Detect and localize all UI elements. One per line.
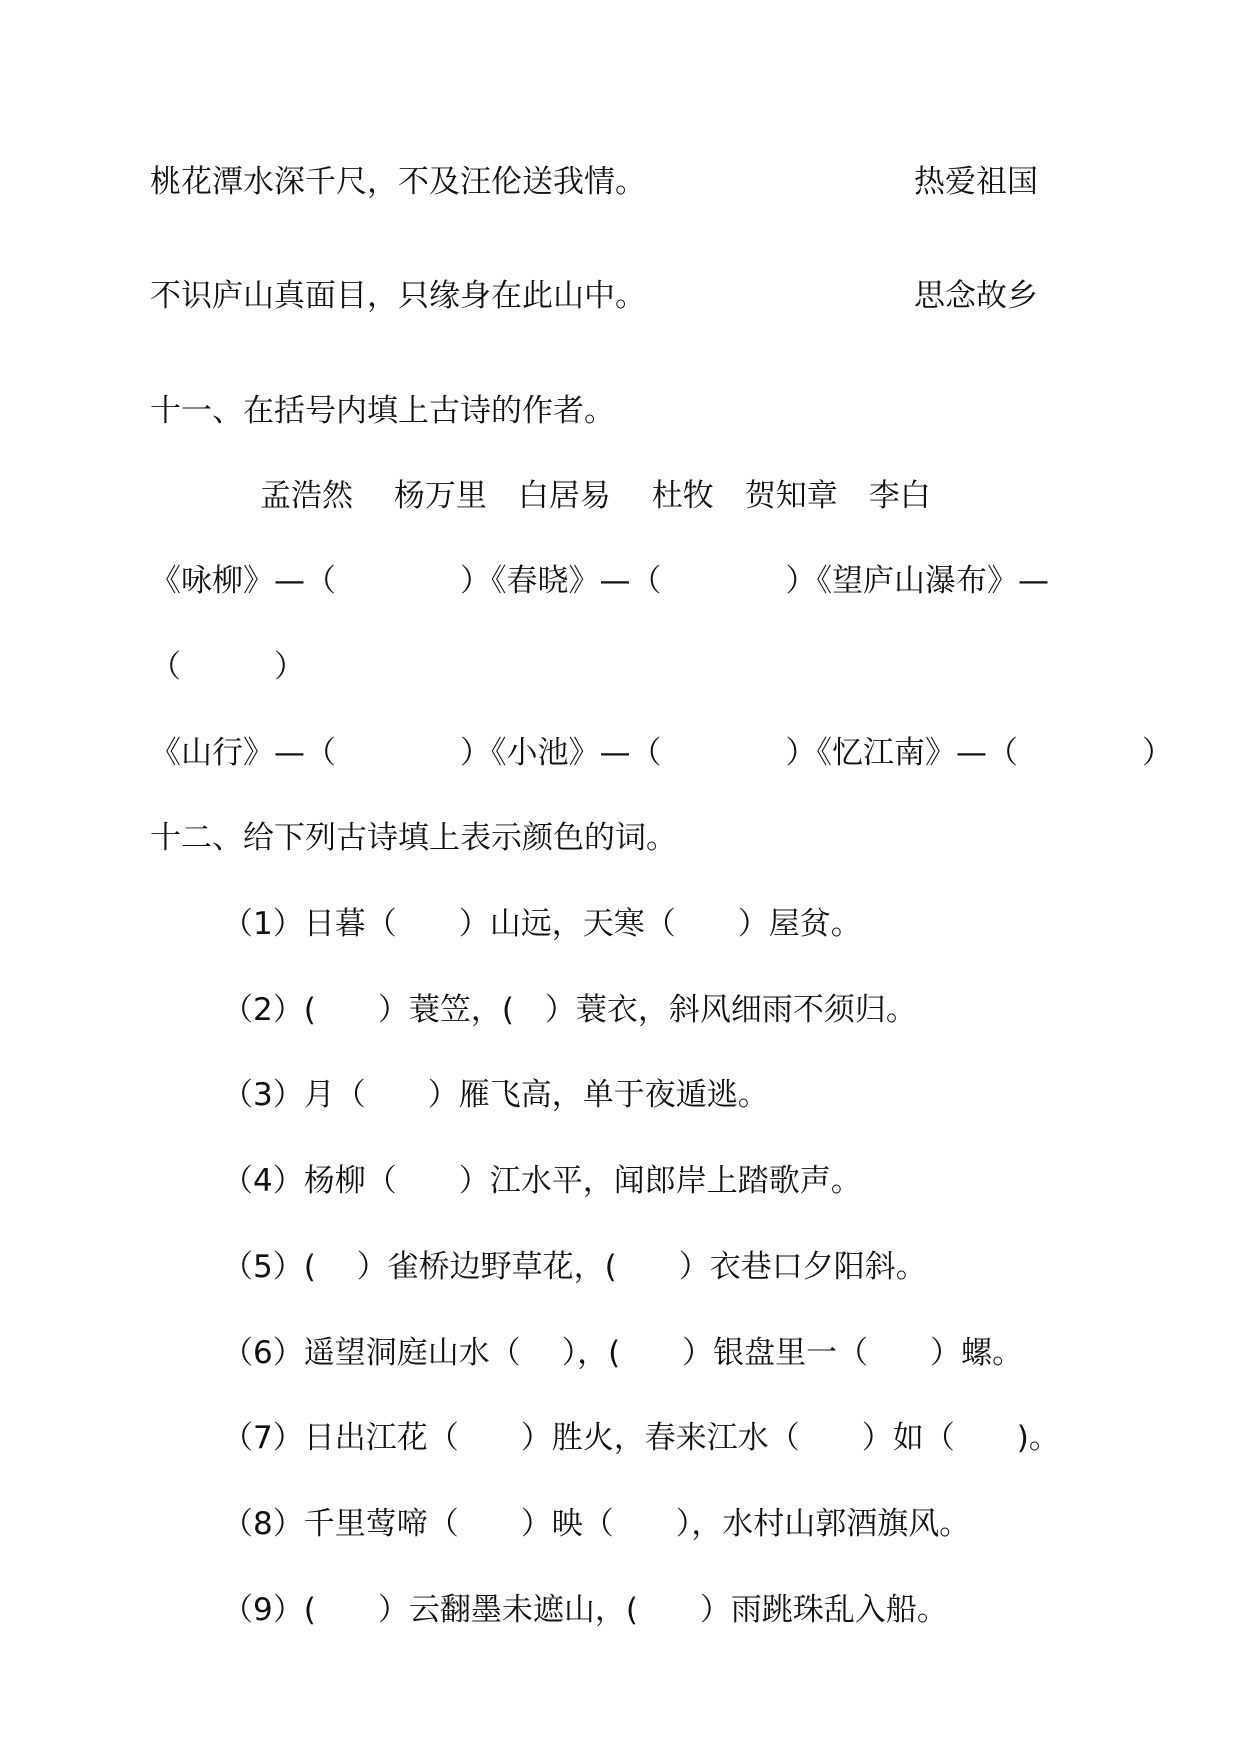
color-item-6: （6）遥望洞庭山水（ ），( ）银盘里一（ ）螺。 — [222, 1335, 1024, 1371]
color-item-3: （3）月（ ）雁飞高，单于夜遁逃。 — [222, 1077, 769, 1113]
matching-left-2: 不识庐山真面目，只缘身在此山中。 — [150, 278, 646, 314]
section-12-heading: 十二、给下列古诗填上表示颜色的词。 — [150, 820, 677, 856]
matching-right-1: 热爱祖国 — [914, 164, 1038, 200]
color-item-9: （9）( ）云翻墨未遮山，( ）雨跳珠乱入船。 — [222, 1592, 948, 1628]
color-item-1: （1）日暮（ ）山远，天寒（ ）屋贫。 — [222, 906, 862, 942]
color-item-8: （8）千里莺啼（ ）映（ ），水村山郭酒旗风。 — [222, 1506, 971, 1542]
author-blank-line-1: 《咏柳》—（ ）《春晓》—（ ）《望庐山瀑布》— — [150, 563, 1049, 599]
color-item-4: （4）杨柳（ ）江水平，闻郎岸上踏歌声。 — [222, 1163, 862, 1199]
color-item-5: （5）( ）雀桥边野草花，( ）衣巷口夕阳斜。 — [222, 1249, 927, 1285]
color-item-2: （2）( ）蓑笠，( ）蓑衣，斜风细雨不须归。 — [222, 992, 917, 1028]
author-options: 孟浩然 杨万里 白居易 杜牧 贺知章 李白 — [260, 478, 931, 514]
author-blank-line-3: 《山行》—（ ）《小池》—（ ）《忆江南》—（ ） — [150, 735, 1173, 771]
matching-left-1: 桃花潭水深千尺，不及汪伦送我情。 — [150, 164, 646, 200]
author-blank-line-2: （ ） — [150, 649, 305, 685]
matching-right-2: 思念故乡 — [914, 278, 1038, 314]
section-11-heading: 十一、在括号内填上古诗的作者。 — [150, 393, 615, 429]
color-item-7: （7）日出江花（ ）胜火，春来江水（ ）如（ )。 — [222, 1420, 1060, 1456]
